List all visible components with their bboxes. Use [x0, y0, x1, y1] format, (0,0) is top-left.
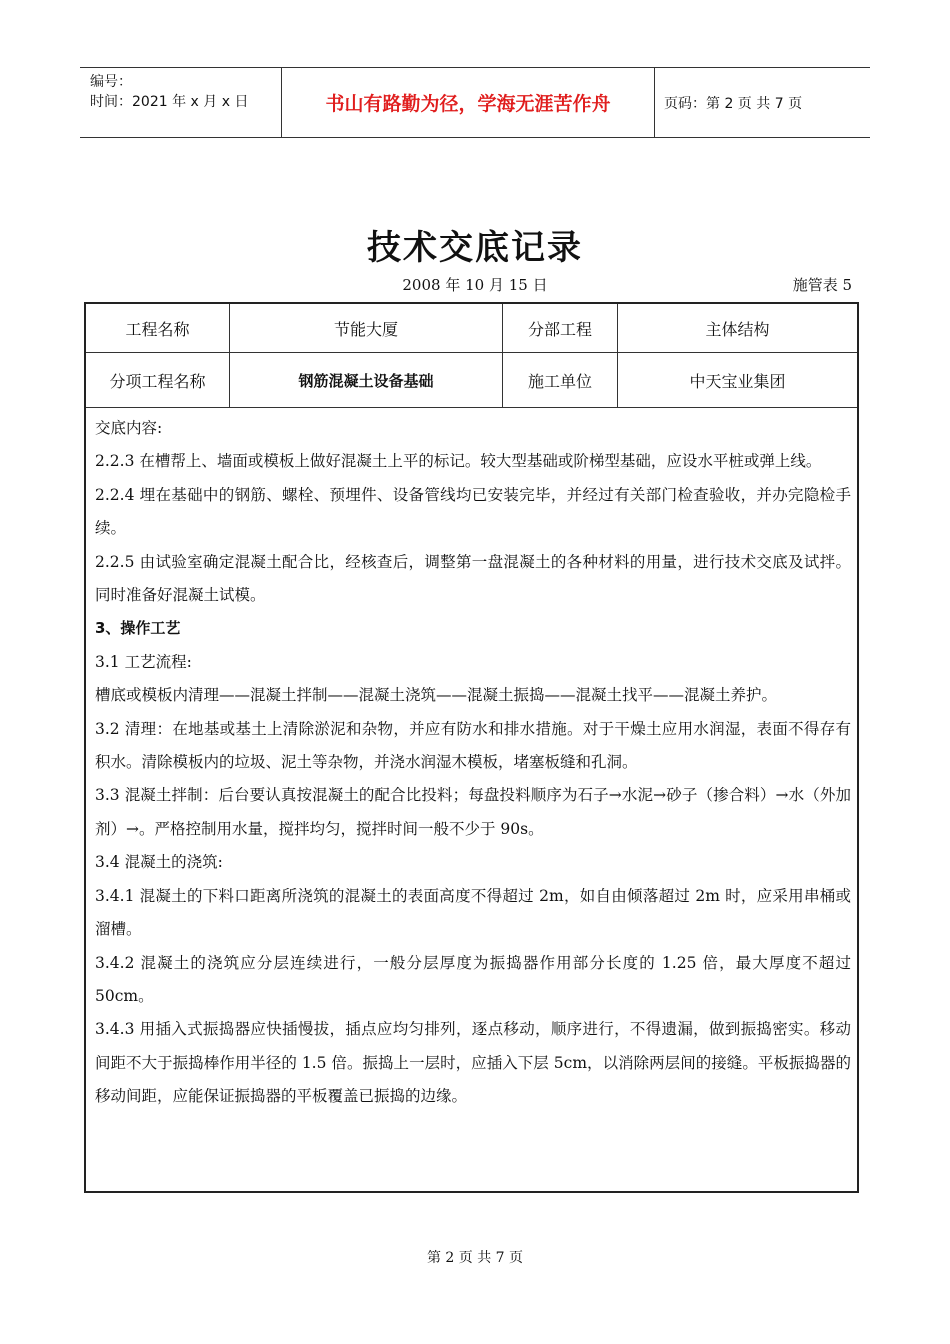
- content-intro: 交底内容:: [95, 419, 163, 437]
- paragraph-3-3: 3.3 混凝土拌制：后台要认真按混凝土的配合比投料；每盘投料顺序为石子→水泥→砂子（掺合料）→水（外加剂）→。严格控制用水量，搅拌均匀，搅拌时间一般不少于 90s。: [95, 786, 851, 838]
- paragraph-2-2-3: 2.2.3 在槽帮上、墙面或模板上做好混凝土上平的标记。较大型基础或阶梯型基础，应设水平桩或弹上线。: [95, 452, 822, 471]
- section-heading-3: 3、操作工艺: [95, 619, 181, 638]
- paragraph-3-4-1: 3.4.1 混凝土的下料口距离所浇筑的混凝土的表面高度不得超过 2m，如自由倾落超过 2m 时，应采用串桶或溜槽。: [95, 886, 851, 939]
- paragraph-3-4: 3.4 混凝土的浇筑:: [95, 853, 223, 872]
- table-row: [86, 304, 857, 353]
- page-header: [80, 67, 870, 138]
- table-row: [86, 353, 857, 408]
- paragraph-2-2-5: 2.2.5 由试验室确定混凝土配合比，经核查后，调整第一盘混凝土的各种材料的用量，进行技术交底及试拌。同时准备好混凝土试模。: [95, 552, 851, 605]
- record-table: [84, 302, 859, 1193]
- header-motto: 书山有路勤为径，学海无涯苦作舟: [325, 93, 611, 115]
- project-name-label: 工程名称: [86, 304, 230, 352]
- subitem-value: 钢筋混凝土设备基础: [230, 353, 503, 407]
- paragraph-2-2-4: 2.2.4 埋在基础中的钢筋、螺栓、预埋件、设备管线均已安装完毕，并经过有关部门检查验收，并办完隐检手续。: [95, 485, 851, 538]
- header-page-number: 页码：第 2 页 共 7 页: [664, 95, 803, 112]
- header-divider: [654, 68, 655, 137]
- header-meta: [90, 72, 280, 112]
- division-label: 分部工程: [503, 304, 618, 352]
- division-value: 主体结构: [705, 319, 770, 339]
- document-date: 2008 年 10 月 15 日: [402, 276, 548, 294]
- subitem-label: 分项工程名称: [86, 353, 230, 407]
- process-flow: 槽底或模板内清理——混凝土拌制——混凝土浇筑——混凝土振捣——混凝土找平——混凝土养护。: [95, 686, 778, 705]
- paragraph-3-1: 3.1 工艺流程:: [95, 652, 192, 671]
- contractor-value: 中天宝业集团: [689, 371, 786, 391]
- paragraph-3-4-2: 3.4.2 混凝土的浇筑应分层连续进行，一般分层厚度为振捣器作用部分长度的 1.25 倍，最大厚度不超过 50cm。: [95, 953, 851, 1005]
- paragraph-3-2: 3.2 清理：在地基或基土上清除淤泥和杂物，并应有防水和排水措施。对于干燥土应用水润湿，表面不得存有积水。清除模板内的垃圾、泥土等杂物，并浇水润湿木模板，堵塞板缝和孔洞。: [95, 719, 851, 772]
- number-label: 编号：: [90, 74, 132, 90]
- document-title: 技术交底记录: [367, 228, 583, 268]
- paragraph-3-4-3: 3.4.3 用插入式振捣器应快插慢拔，插点应均匀排列，逐点移动，顺序进行，不得遗漏，做到振捣密实。移动间距不大于振捣棒作用半径的 1.5 倍。振捣上一层时，应插入下层 5cm，以消除两层间的接缝。平板振捣器的移动间距，应能保证振捣器的平板覆盖已振捣的边缘。: [95, 1020, 851, 1106]
- briefing-content: [95, 412, 851, 1114]
- time-label: 时间：2021 年 x 月 x 日: [90, 94, 249, 110]
- page-footer: 第 2 页 共 7 页: [426, 1250, 524, 1266]
- contractor-label: 施工单位: [503, 353, 618, 407]
- project-name-value: 节能大厦: [230, 304, 503, 352]
- form-code: 施管表 5: [792, 276, 852, 294]
